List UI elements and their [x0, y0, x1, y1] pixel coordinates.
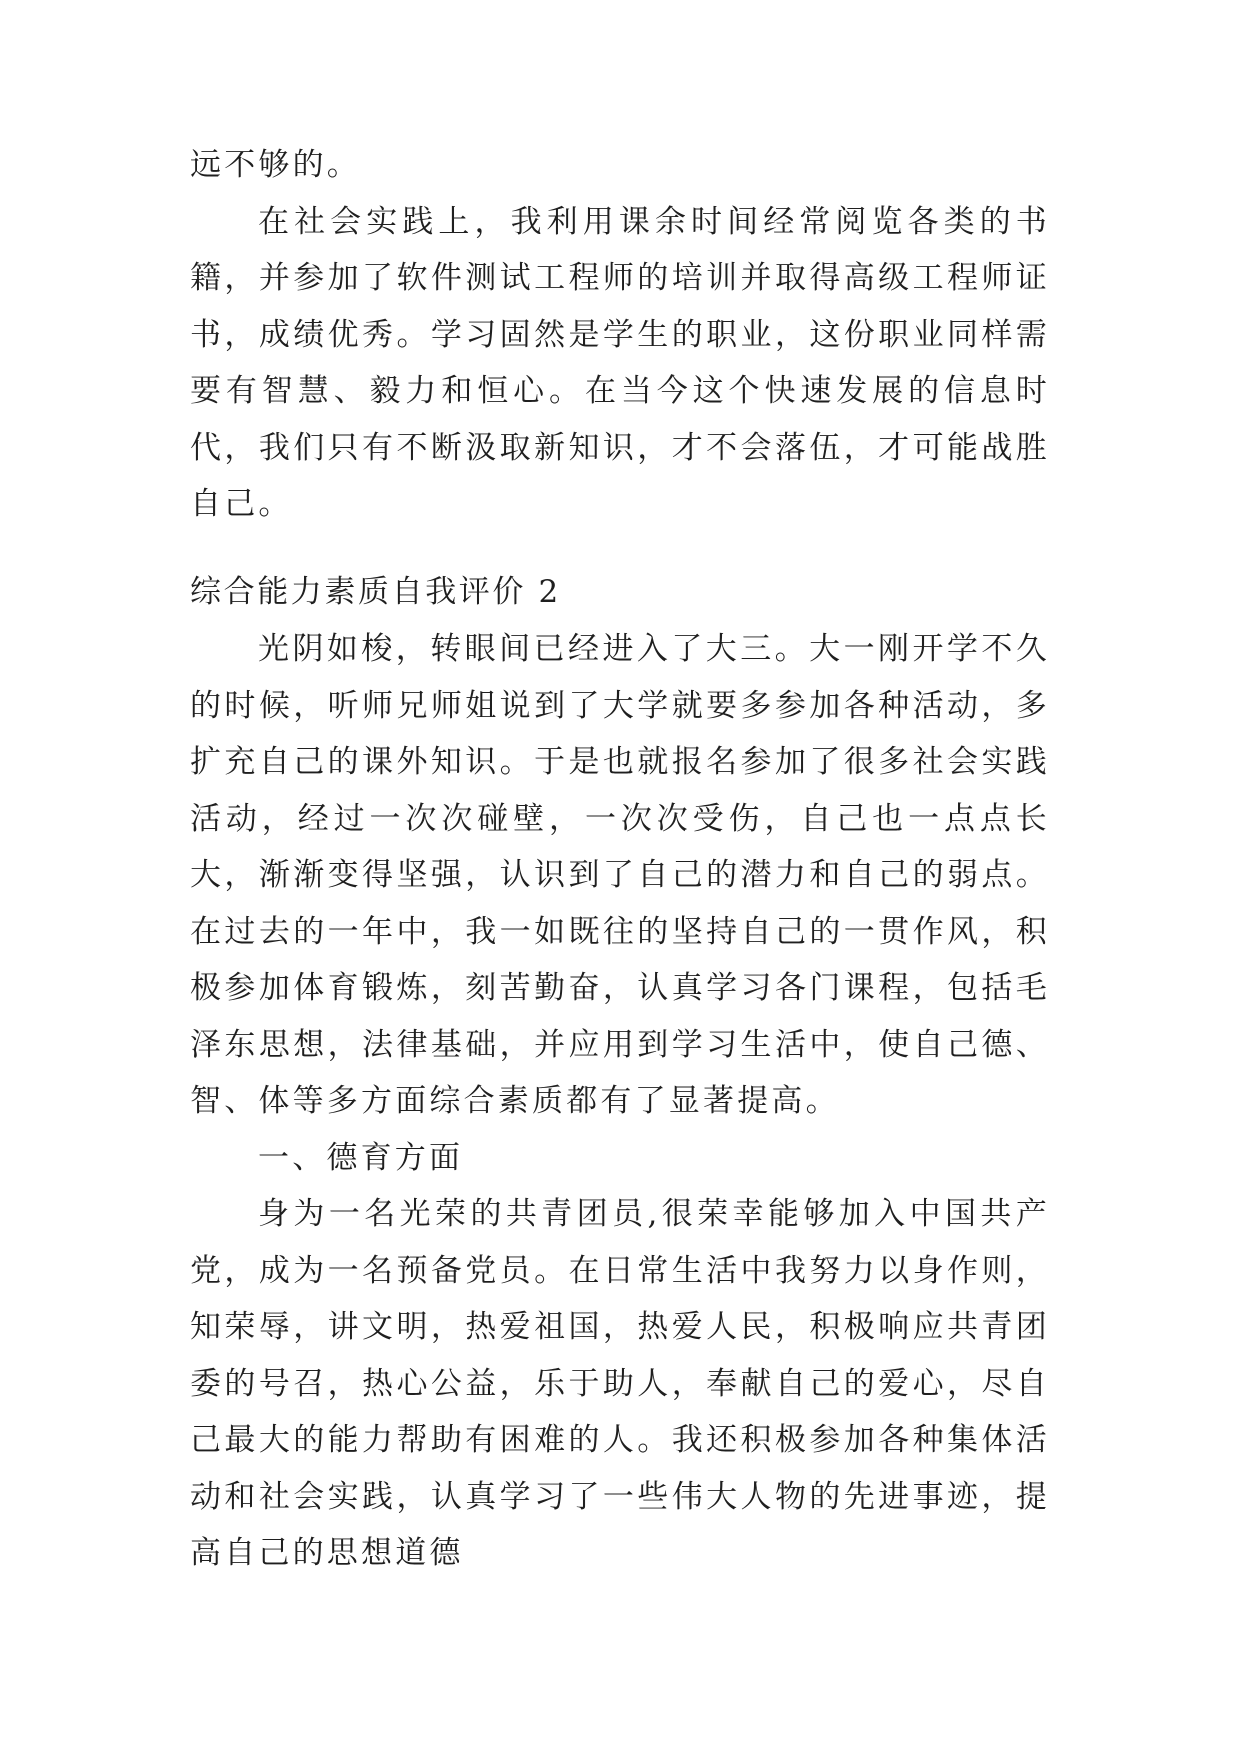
continuation-line: 远不够的。	[190, 147, 361, 183]
paragraph-intro: 光阴如梭，转眼间已经进入了大三。大一刚开学不久的时候，听师兄师姐说到了大学就要多参加各种活动，多扩充自己的课外知识。于是也就报名参加了很多社会实践活动，经过一次次碰壁，一次次受伤，自己也一点点长大，渐渐变得坚强，认识到了自己的潜力和自己的弱点。在过去的一年中，我一如既往的坚持自己的一贯作风，积极参加体育锻炼，刻苦勤奋，认真学习各门课程，包括毛泽东思想，法律基础，并应用到学习生活中，使自己德、智、体等多方面综合素质都有了显著提高。	[190, 631, 1050, 1119]
subheading-moral: 一、德育方面	[258, 1139, 464, 1176]
section-heading-block	[190, 564, 1050, 621]
paragraph-moral: 身为一名光荣的共青团员,很荣幸能够加入中国共产党，成为一名预备党员。在日常生活中我努力以身作则，知荣辱，讲文明，热爱祖国，热爱人民，积极响应共青团委的号召，热心公益，乐于助人，奉献自己的爱心，尽自己最大的能力帮助有困难的人。我还积极参加各种集体活动和社会实践，认真学习了一些伟大人物的先进事迹，提高自己的思想道德	[190, 1196, 1050, 1571]
document-body-main	[190, 621, 1050, 1582]
section-title: 综合能力素质自我评价 2	[190, 574, 561, 610]
document-body-top	[190, 137, 1050, 533]
paragraph-social-practice: 在社会实践上，我利用课余时间经常阅览各类的书籍，并参加了软件测试工程师的培训并取得高级工程师证书，成绩优秀。学习固然是学生的职业，这份职业同样需要有智慧、毅力和恒心。在当今这个快速发展的信息时代，我们只有不断汲取新知识，才不会落伍，才可能战胜自己。	[190, 203, 1050, 522]
